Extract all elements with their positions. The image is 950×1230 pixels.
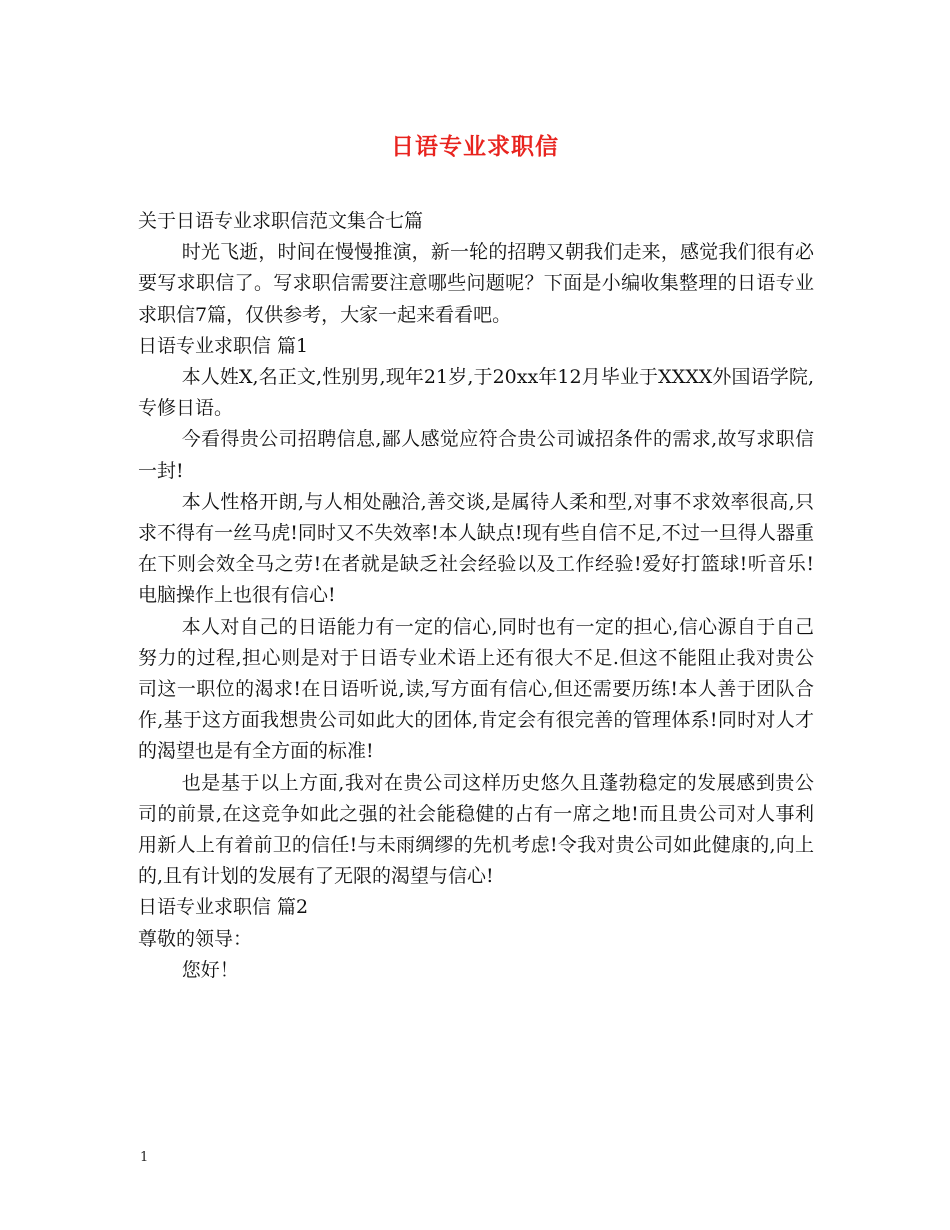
document-body [138, 206, 814, 986]
document-title: 日语专业求职信 [391, 133, 559, 160]
greeting: 您好！ [181, 958, 239, 981]
paragraph: 今看得贵公司招聘信息,鄙人感觉应符合贵公司诚招条件的需求,故写求职信一封! [138, 428, 814, 482]
paragraph: 本人性格开朗,与人相处融洽,善交谈,是属待人柔和型,对事不求效率很高,只求不得有一丝马虎!同时又不失效率!本人缺点!现有些自信不足,不过一旦得人器重在下则会效全马之劳!在者就是缺乏社会经验以及工作经验!爱好打篮球!听音乐!电脑操作上也很有信心! [138, 490, 814, 607]
page-number: 1 [140, 1150, 149, 1165]
section-heading-1: 日语专业求职信 篇1 [138, 334, 309, 357]
paragraph: 本人对自己的日语能力有一定的信心,同时也有一定的担心,信心源自于自己努力的过程,担心则是对于日语专业术语上还有很大不足.但这不能阻止我对贵公司这一职位的渴求!在日语听说,读,写方面有信心,但还需要历练!本人善于团队合作,基于这方面我想贵公司如此大的团体,肯定会有很完善的管理体系!同时对人才的渴望也是有全方面的标准! [138, 615, 814, 763]
section-heading-2: 日语专业求职信 篇2 [138, 896, 309, 919]
intro-paragraph: 时光飞逝，时间在慢慢推演，新一轮的招聘又朝我们走来，感觉我们很有必要写求职信了。写求职信需要注意哪些问题呢？下面是小编收集整理的日语专业求职信7篇，仅供参考，大家一起来看看吧。 [138, 241, 814, 326]
paragraph: 也是基于以上方面,我对在贵公司这样历史悠久且蓬勃稳定的发展感到贵公司的前景,在这竞争如此之强的社会能稳健的占有一席之地!而且贵公司对人事利用新人上有着前卫的信任!与未雨绸缪的先机考虑!令我对贵公司如此健康的,向上的,且有计划的发展有了无限的渴望与信心! [138, 771, 814, 888]
document-subtitle: 关于日语专业求职信范文集合七篇 [138, 210, 424, 232]
salutation: 尊敬的领导： [138, 927, 253, 950]
paragraph: 本人姓X,名正文,性别男,现年21岁,于20xx年12月毕业于XXXX外国语学院,专修日语。 [138, 366, 814, 420]
